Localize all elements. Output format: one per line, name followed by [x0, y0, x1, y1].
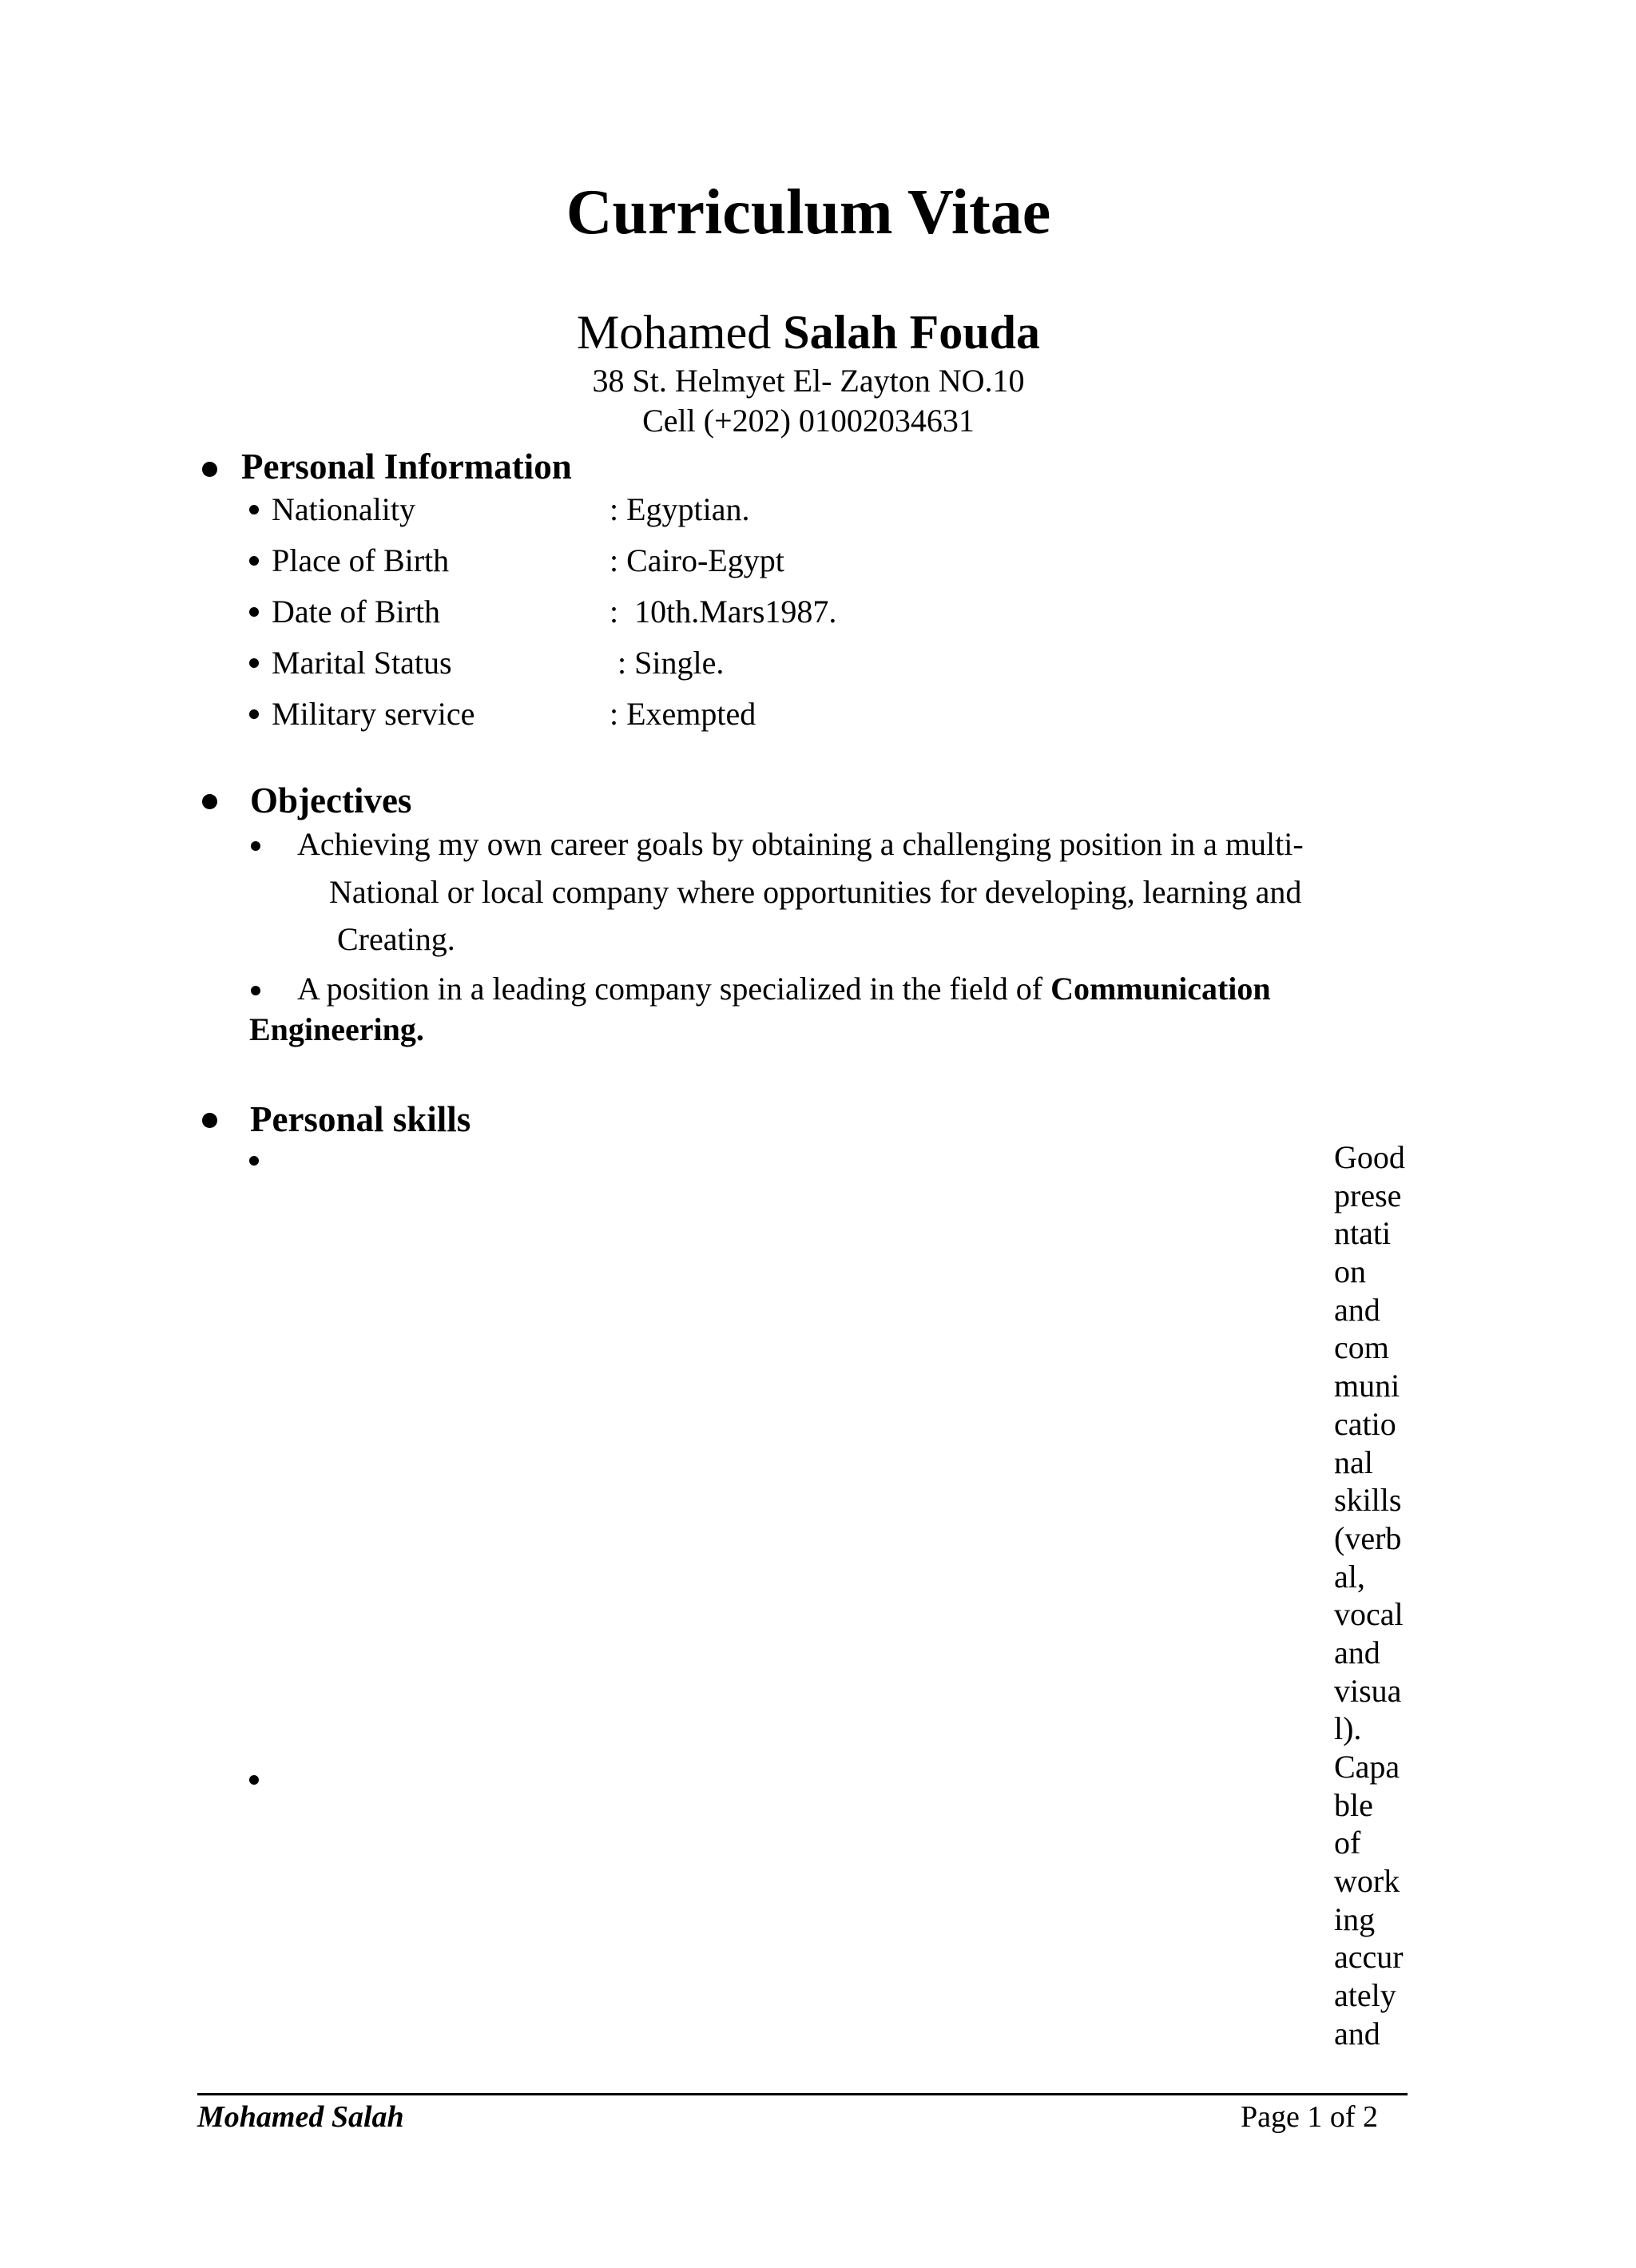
section-heading-personal-information: Personal Information [241, 447, 572, 487]
skill-1-line: and [1334, 1634, 1380, 1670]
objective-2-line-1 [297, 969, 1271, 1009]
skill-1-line: al, [1334, 1558, 1365, 1595]
skill-1-line: skills [1334, 1482, 1402, 1519]
objective-2-text: A position in a leading company specialized in the field of [297, 971, 1051, 1007]
list-bullet [249, 607, 259, 617]
skill-1-line: l). [1334, 1710, 1362, 1747]
info-label-place-of-birth: Place of Birth [272, 542, 450, 578]
info-value-date-of-birth: : 10th.Mars1987. [610, 594, 837, 630]
skill-1-line: com [1334, 1329, 1389, 1366]
personal-skills-column [1334, 1138, 1430, 2053]
objective-1-line-1: Achieving my own career goals by obtaining a challenging position in a multi- [297, 826, 1304, 862]
skill-2-line: accur [1334, 1939, 1404, 1976]
list-bullet [249, 658, 259, 668]
list-bullet [249, 556, 259, 566]
info-value-nationality: : Egyptian. [610, 491, 750, 527]
skill-1-line: ntati [1334, 1215, 1392, 1252]
footer-page-number: Page 1 of 2 [1241, 2100, 1379, 2134]
info-label-marital-status: Marital Status [272, 645, 452, 681]
objective-2-bold: Communication [1050, 971, 1271, 1007]
skill-1-line: and [1334, 1291, 1380, 1328]
objective-2-bold-cont: Engineering. [249, 1011, 424, 1047]
skill-2-line: ately [1334, 1977, 1396, 2014]
skill-1-line: catio [1334, 1405, 1396, 1442]
candidate-name [0, 304, 1617, 361]
list-bullet [249, 1156, 259, 1166]
objective-1-line-2: National or local company where opportunities for developing, learning and [329, 874, 1302, 910]
objective-2-line-2 [249, 1010, 424, 1050]
skill-1-line: vocal [1334, 1596, 1404, 1633]
list-bullet [249, 505, 259, 514]
document-title: Curriculum Vitae [566, 177, 1051, 248]
list-bullet [249, 709, 259, 719]
skill-1-line: Good [1334, 1139, 1405, 1175]
skill-2-line: Capa [1334, 1749, 1400, 1785]
section-bullet [202, 794, 217, 809]
section-heading-personal-skills: Personal skills [250, 1099, 471, 1139]
footer-divider [197, 2093, 1408, 2095]
info-value-marital-status: : Single. [610, 645, 725, 681]
info-label-date-of-birth: Date of Birth [272, 594, 441, 630]
skill-1-line: prese [1334, 1177, 1402, 1213]
info-value-military-service: : Exempted [610, 696, 756, 732]
info-label-military-service: Military service [272, 696, 475, 732]
skill-2-line: of [1334, 1825, 1361, 1861]
name-first: Mohamed [576, 306, 784, 359]
footer-author: Mohamed Salah [197, 2100, 404, 2134]
skill-1-line: nal [1334, 1444, 1373, 1480]
skill-2-line: and [1334, 2015, 1380, 2052]
address: 38 St. Helmyet El- Zayton NO.10 [592, 363, 1025, 399]
objective-1-line-3: Creating. [337, 921, 455, 957]
info-label-nationality: Nationality [272, 491, 415, 527]
skill-2-line: work [1334, 1863, 1400, 1900]
skill-2-line: ble [1334, 1786, 1373, 1823]
skill-1-line: visua [1334, 1672, 1402, 1709]
skill-2-line: ing [1334, 1901, 1376, 1937]
cell-phone: Cell (+202) 01002034631 [642, 403, 975, 439]
skill-1-line: (verb [1334, 1519, 1402, 1556]
skill-1-line: muni [1334, 1368, 1400, 1404]
name-last: Salah Fouda [783, 306, 1041, 359]
list-bullet [251, 841, 260, 851]
section-bullet [202, 462, 217, 477]
skill-1-line: on [1334, 1253, 1366, 1290]
info-value-place-of-birth: : Cairo-Egypt [610, 542, 784, 578]
list-bullet [249, 1775, 259, 1785]
section-heading-objectives: Objectives [250, 780, 412, 820]
list-bullet [251, 986, 260, 995]
section-bullet [202, 1113, 217, 1128]
